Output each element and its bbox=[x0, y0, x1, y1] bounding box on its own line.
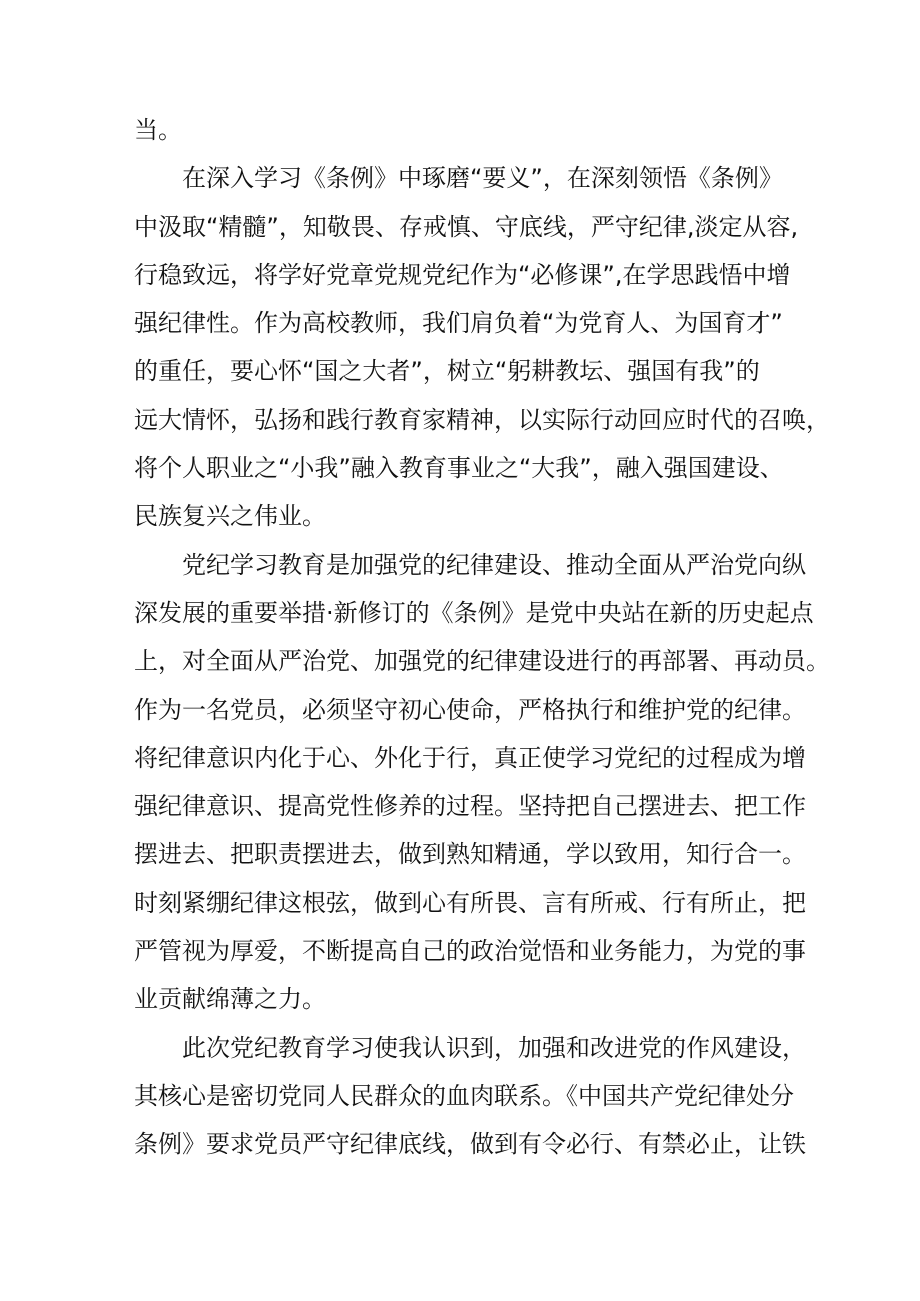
text-line: 当。 bbox=[134, 116, 182, 144]
text-line: 业贡献绵薄之力。 bbox=[134, 985, 326, 1014]
text-line: 严管视为厚爱，不断提高自己的政治觉悟和业务能力，为党的事 bbox=[134, 937, 806, 966]
text-line: 上，对全面从严治党、加强党的纪律建设进行的再部署、再动员。 bbox=[134, 647, 830, 676]
text-line: 其核心是密切党同人民群众的血肉联系。《中国共产党纪律处分 bbox=[134, 1081, 794, 1110]
text-line: 在深入学习《条例》中琢磨“要义”，在深刻领悟《条例》 bbox=[182, 164, 783, 193]
document-body bbox=[134, 106, 830, 1169]
text-line: 作为一名党员，必须坚守初心使命，严格执行和维护党的纪律。 bbox=[134, 695, 806, 724]
text-line: 的重任，要心怀“国之大者”，树立“躬耕教坛、强国有我”的 bbox=[134, 357, 760, 386]
text-line: 将纪律意识内化于心、外化于行，真正使学习党纪的过程成为增 bbox=[134, 743, 806, 772]
text-line: 时刻紧绷纪律这根弦，做到心有所畏、言有所戒、行有所止，把 bbox=[134, 888, 806, 917]
text-line: 此次党纪教育学习使我认识到，加强和改进党的作风建设， bbox=[182, 1033, 806, 1062]
text-line: 摆进去、把职责摆进去，做到熟知精通，学以致用，知行合一。 bbox=[134, 840, 806, 869]
text-line: 强纪律意识、提高党性修养的过程。坚持把自己摆进去、把工作 bbox=[134, 792, 806, 821]
text-line: 将个人职业之“小我”融入教育事业之“大我”，融入强国建设、 bbox=[134, 454, 784, 483]
text-line: 民族复兴之伟业。 bbox=[134, 502, 326, 531]
text-line: 党纪学习教育是加强党的纪律建设、推动全面从严治党向纵 bbox=[182, 550, 806, 579]
text-line: 强纪律性。作为高校教师，我们肩负着“为党育人、为国育才” bbox=[134, 309, 783, 338]
text-line: 条例》要求党员严守纪律底线，做到有令必行、有禁必止，让铁 bbox=[134, 1130, 806, 1159]
text-line: 远大情怀，弘扬和践行教育家精神，以实际行动回应时代的召唤， bbox=[134, 405, 830, 434]
text-line: 深发展的重要举措·新修订的《条例》是党中央站在新的历史起点 bbox=[134, 598, 814, 627]
text-line: 行稳致远，将学好党章党规党纪作为“必修课”,在学思践悟中增 bbox=[134, 260, 791, 289]
text-line: 中汲取“精髓”，知敬畏、存戒慎、守底线，严守纪律,淡定从容, bbox=[134, 212, 799, 241]
